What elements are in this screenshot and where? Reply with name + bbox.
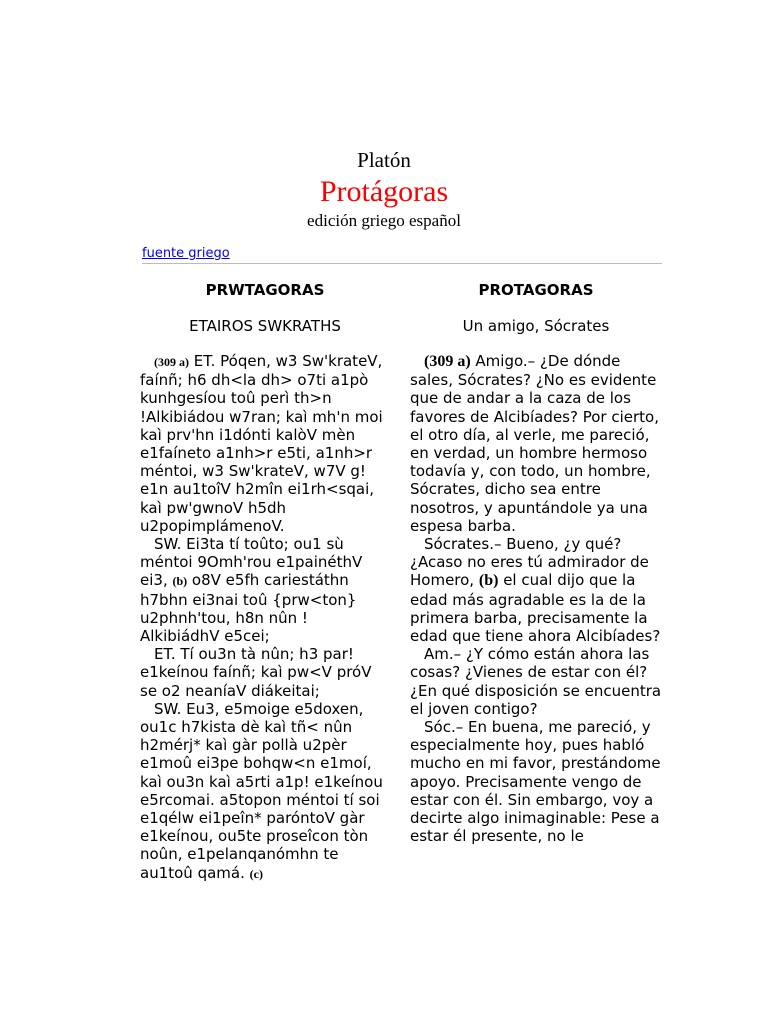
section-marker: (c)	[249, 866, 263, 881]
document-header	[0, 146, 768, 232]
greek-heading: PRWTAGORAS	[205, 281, 325, 299]
paragraph-text: el cual dijo que la edad más agradable es la de la primera barba, precisamente la edad que tiene ahora Alcibíades?	[410, 571, 661, 646]
greek-paragraph	[140, 535, 390, 645]
spanish-heading: PROTAGORAS	[478, 281, 594, 299]
section-marker: (309 a)	[424, 353, 471, 370]
paragraph-text: SW. Ei3ta tí toûto; ou1 sù méntoi 9Omh'rou e1painéthV ei3,	[140, 535, 363, 590]
greek-column	[140, 280, 390, 883]
paragraph-text: ET. Tí ou3n tà nûn; h3 par! e1keínou faínñ; kaì pw<V próV se o2 neaníaV diákeitai;	[140, 645, 372, 700]
spanish-paragraph	[410, 352, 662, 535]
paragraph-text: Amigo.– ¿De dónde sales, Sócrates? ¿No es evidente que de andar a la caza de los favores de Alcibíades? Por cierto, el otro día, al verle, me pareció, en verdad, un hombre hermoso todavía y, con todo, un hombre, Sócrates, dicho sea entre nosotros, y apuntándole ya una espesa barba.	[410, 352, 659, 535]
paragraph-text: Sóc.– En buena, me pareció, y especialmente hoy, pues habló mucho en mi favor, prestándome apoyo. Precisamente vengo de estar con él. Sin embargo, voy a decirte algo inimaginable: Pese a estar él presente, no le	[410, 718, 661, 846]
greek-paragraph	[140, 700, 390, 883]
paragraph-text: ET. Póqen, w3 Sw'krateV, faínñ; h6 dh<la dh> o7ti a1pò kunhgesíou toû perì th>n !Alkibiádou w7ran; kaì mh'n moi kaì prv'hn i1dónti kalòV mèn e1faíneto a1nh>r e5ti, a1nh>r méntoi, w3 Sw'krateV, w7V g! e1n au1toîV h2mîn ei1rh<sqai, kaì pw'gwnoV h5dh u2popimplámenoV.	[140, 352, 383, 535]
section-marker: (b)	[172, 574, 188, 589]
greek-source-link[interactable]: fuente griego	[142, 246, 230, 261]
spanish-paragraph	[410, 718, 662, 845]
page-title: Protágoras	[319, 175, 449, 208]
section-marker: (309 a)	[154, 355, 189, 369]
section-marker: (b)	[478, 572, 499, 590]
spanish-characters: Un amigo, Sócrates	[462, 317, 610, 335]
spanish-text	[410, 352, 662, 845]
author-name: Platón	[357, 148, 411, 172]
greek-paragraph	[140, 645, 390, 700]
spanish-column	[410, 280, 662, 845]
paragraph-text: Sócrates.– Bueno, ¿y qué? ¿Acaso no eres tú admirador de Homero,	[410, 535, 649, 590]
greek-paragraph	[140, 352, 390, 535]
page-subtitle: edición griego español	[307, 211, 461, 230]
header-divider	[142, 263, 662, 264]
paragraph-text: o8V e5fh cariestáthn h7bhn ei3nai toû {prw<ton} u2phnh'tou, h8n nûn ! AlkibiádhV e5cei;	[140, 571, 357, 646]
spanish-paragraph	[410, 645, 662, 718]
spanish-paragraph	[410, 535, 662, 645]
paragraph-text: Am.– ¿Y cómo están ahora las cosas? ¿Vienes de estar con él? ¿En qué disposición se encuentra el joven contigo?	[410, 645, 662, 718]
greek-text	[140, 352, 390, 883]
greek-characters: ETAIROS SWKRATHS	[189, 317, 341, 335]
paragraph-text: SW. Eu3, e5moige e5doxen, ou1c h7kista dè kaì tñ< nûn h2mérj* kaì gàr pollà u2pèr e1moû ei3pe bohqw<n e1moí, kaì ou3n kaì a5rti a1p! e1keínou e5rcomai. a5topon méntoi tí soi e1qélw ei1peîn* paróntoV gàr e1keínou, ou5te proseîcon tòn noûn, e1pelanqanómhn te au1toû qamá.	[140, 699, 383, 882]
